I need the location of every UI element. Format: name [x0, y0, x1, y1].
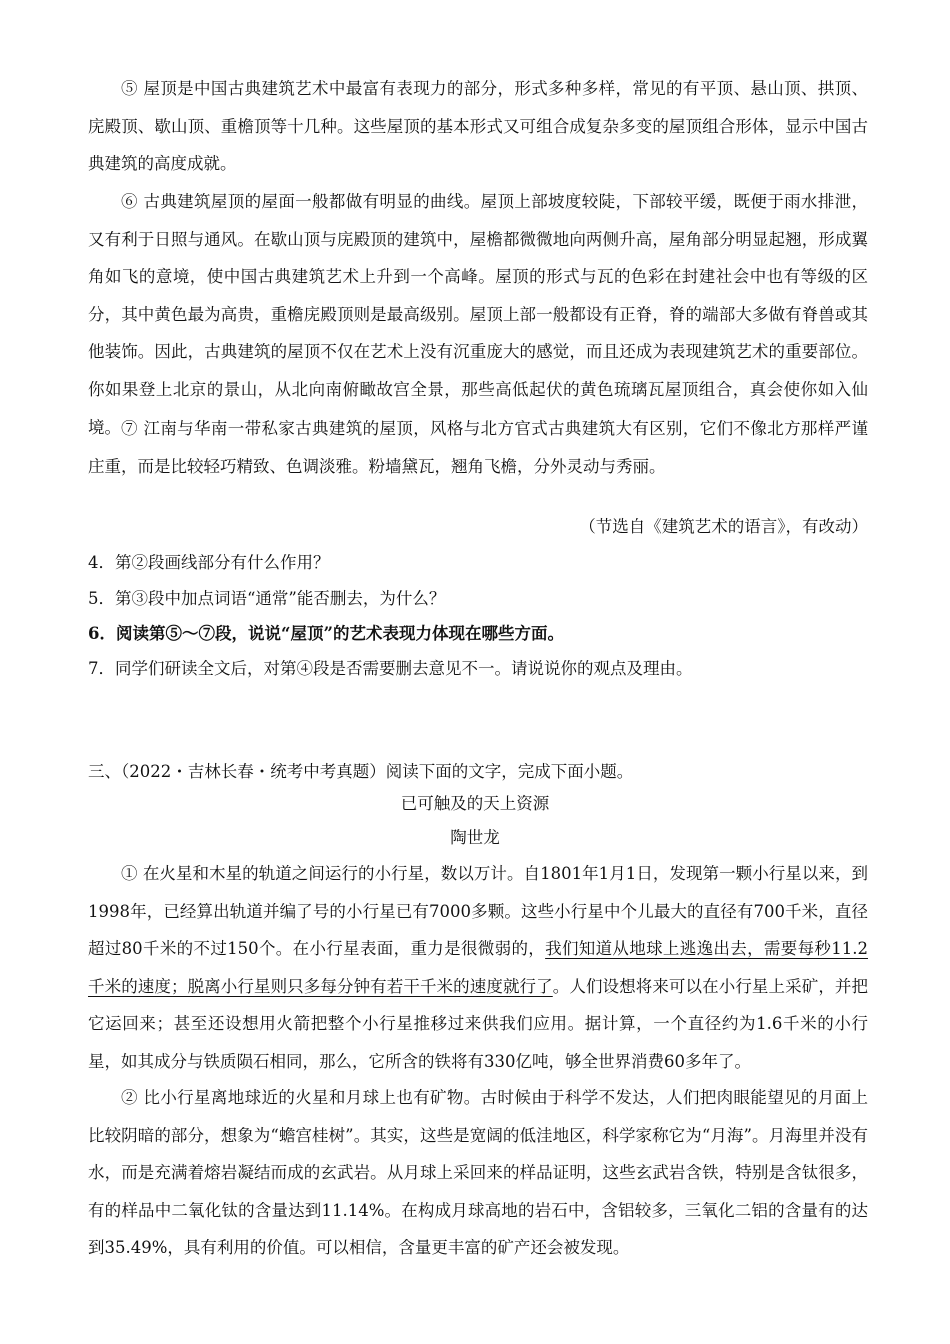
section-3-header: 三、（2022・吉林长春・统考中考真题）阅读下面的文字，完成下面小题。: [88, 762, 634, 781]
article-title: 已可触及的天上资源: [400, 794, 550, 813]
underlined-sentence: 我们知道从地球上逃逸出去，需要每秒11.2千米的速度；脱离小行星则只多每分钟有若干千米的速度就行了: [88, 939, 868, 996]
paragraph-7: ⑦ 江南与华南一带私家古典建筑的屋顶，风格与北方官式古典建筑大有区别，它们不像北方那样严谨庄重，而是比较轻巧精致、色调淡雅。粉墙黛瓦，翘角飞檐，分外灵动与秀丽。: [88, 419, 868, 476]
paragraph-5: ⑤ 屋顶是中国古典建筑艺术中最富有表现力的部分，形式多种多样，常见的有平顶、悬山顶、拱顶、庑殿顶、歇山顶、重檐顶等十几种。这些屋顶的基本形式又可组合成复杂多变的屋顶组合形体，显示中国古典建筑的高度成就。: [88, 79, 868, 174]
paragraph-1-text-b: 。人们设想将来可以在小行星上采矿，并把它运回来；甚至还设想用火箭把整个小行星推移过来供我们应用。据计算，一个直径约为1.6千米的小行星，如其成分与铁质陨石相同，那么，它所含的铁将有330亿吨，够全世界消费60多年了。: [88, 976, 869, 1071]
question-6: 6．阅读第⑤～⑦段，说说“屋顶”的艺术表现力体现在哪些方面。: [88, 624, 564, 643]
question-4: 4．第②段画线部分有什么作用？: [88, 553, 330, 572]
question-5: 5．第③段中加点词语“通常”能否删去，为什么？: [88, 589, 446, 608]
question-7: 7．同学们研读全文后，对第④段是否需要删去意见不一。请说说你的观点及理由。: [88, 659, 693, 678]
paragraph-1-text-a: ① 在火星和木星的轨道之间运行的小行星，数以万计。自1801年1月1日，发现第一颗小行星以来，到1998年，已经算出轨道并编了号的小行星已有7000多颗。这些小行星中个儿最大的直径有700千米，直径超过80千米的不过150个。在小行星表面，重力是很微弱的，: [88, 864, 868, 959]
source-citation: （节选自《建筑艺术的语言》，有改动）: [579, 517, 868, 536]
article-paragraph-2: ② 比小行星离地球近的火星和月球上也有矿物。古时候由于科学不发达，人们把肉眼能望见的月面上比较阴暗的部分，想象为“蟾宫桂树”。其实，这些是宽阔的低洼地区，科学家称它为“月海”。月海里并没有水，而是充满着熔岩凝结而成的玄武岩。从月球上采回来的样品证明，这些玄武岩含铁，特别是含钛很多，有的样品中二氧化钛的含量达到11.14%。在构成月球高地的岩石中，含铝较多，三氧化二铝的含量有的达到35.49%，具有利用的价值。可以相信，含量更丰富的矿产还会被发现。: [88, 1088, 868, 1258]
article-author: 陶世龙: [450, 828, 500, 847]
paragraph-6: ⑥ 古典建筑屋顶的屋面一般都做有明显的曲线。屋顶上部坡度较陡，下部较平缓，既便于雨水排泄，又有利于日照与通风。在歇山顶与庑殿顶的建筑中，屋檐都微微地向两侧升高，屋角部分明显起翘，形成翼角如飞的意境，使中国古典建筑艺术上升到一个高峰。屋顶的形式与瓦的色彩在封建社会中也有等级的区分，其中黄色最为高贵，重檐庑殿顶则是最高级别。屋顶上部一般都设有正脊，脊的端部大多做有脊兽或其他装饰。因此，古典建筑的屋顶不仅在艺术上没有沉重庞大的感觉，而且还成为表现建筑艺术的重要部位。你如果登上北京的景山，从北向南俯瞰故宫全景，那些高低起伏的黄色琉璃瓦屋顶组合，真会使你如入仙境。: [88, 192, 868, 437]
article-paragraph-1: [88, 855, 868, 1081]
